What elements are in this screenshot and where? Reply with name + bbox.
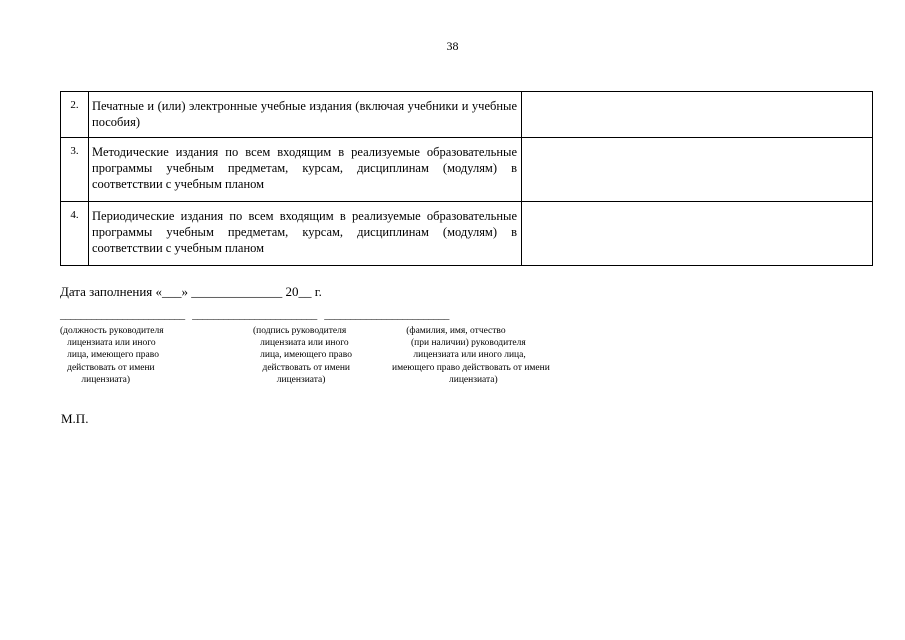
table-row [61,202,873,266]
row-value [522,92,873,138]
signature-lines: ________________________ ________________________ ________________________ [60,309,450,321]
row-description: Методические издания по всем входящим в реализуемые образовательные программы учебным предметам, курсам, дисциплинам (модулям) в соответствии с учебным планом [89,138,522,202]
page-number: 38 [446,39,459,53]
row-value [522,138,873,202]
row-number: 4. [61,202,89,266]
row-description: Печатные и (или) электронные учебные издания (включая учебники и учебные пособия) [89,92,522,138]
row-number: 2. [61,92,89,138]
row-value [522,202,873,266]
table-row [61,138,873,202]
row-number: 3. [61,138,89,202]
position-caption: (должность руководителя лицензиата или иного лица, имеющего право действовать от имени лицензиата) [60,326,164,385]
signature-caption: (подпись руководителя лицензиата или иного лица, имеющего право действовать от имени лицензиата) [253,326,352,385]
table-row [61,92,873,138]
resources-table [60,91,873,266]
name-caption: (фамилия, имя, отчество (при наличии) руководителя лицензиата или иного лица, имеющего право действовать от имени лицензиата) [392,326,550,385]
fill-date: Дата заполнения «___» ______________ 20__ г. [60,284,322,299]
seal-mark: М.П. [61,411,89,426]
row-description: Периодические издания по всем входящим в реализуемые образовательные программы учебным предметам, курсам, дисциплинам (модулям) в соответствии с учебным планом [89,202,522,266]
